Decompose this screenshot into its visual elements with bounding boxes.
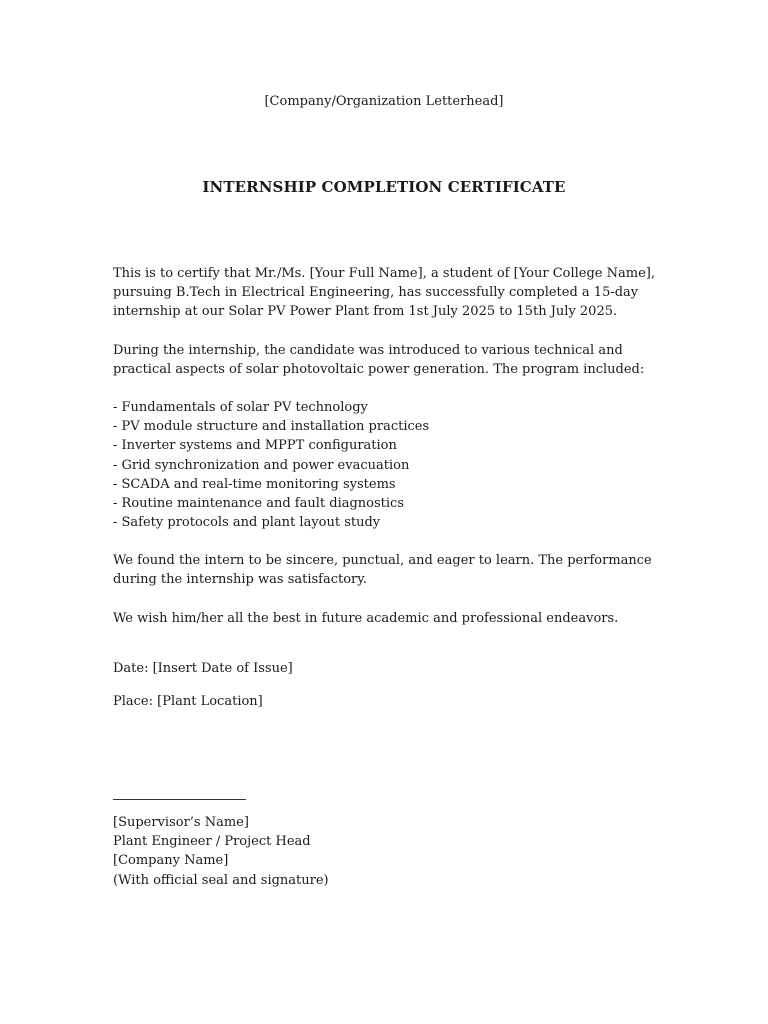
- signature-block: [113, 813, 658, 890]
- list-item: - Routine maintenance and fault diagnostics: [113, 496, 405, 512]
- issue-date: Date: [Insert Date of Issue]: [113, 661, 293, 676]
- supervisor-designation: Plant Engineer / Project Head: [113, 834, 311, 850]
- list-item: - PV module structure and installation practices: [113, 419, 430, 435]
- signature-line: [113, 799, 246, 800]
- list-item: - SCADA and real-time monitoring systems: [113, 476, 396, 492]
- certification-paragraph: This is to certify that Mr./Ms. [Your Full Name], a student of [Your College Name], pursuing B.Tech in Electrical Engineering, has successfully completed a 15-day internship at our Solar PV Power Plant from 1st July 2025 to 15th July 2025.: [113, 266, 655, 320]
- performance-paragraph: We found the intern to be sincere, punctual, and eager to learn. The performance during the internship was satisfactory.: [113, 553, 652, 588]
- list-item: - Grid synchronization and power evacuation: [113, 457, 410, 473]
- list-item: - Fundamentals of solar PV technology: [113, 400, 368, 415]
- list-item: - Inverter systems and MPPT configuration: [113, 438, 397, 454]
- company-name: [Company Name]: [113, 853, 229, 869]
- list-item: - Safety protocols and plant layout study: [113, 515, 381, 531]
- certificate-title: INTERNSHIP COMPLETION CERTIFICATE: [202, 178, 566, 196]
- supervisor-name: [Supervisor’s Name]: [113, 815, 249, 830]
- wishes-paragraph: We wish him/her all the best in future academic and professional endeavors.: [113, 611, 619, 626]
- seal-note: (With official seal and signature): [113, 872, 329, 888]
- letterhead-placeholder: [Company/Organization Letterhead]: [264, 94, 504, 109]
- issue-place: Place: [Plant Location]: [113, 694, 263, 709]
- program-list: [113, 398, 658, 532]
- program-intro-paragraph: During the internship, the candidate was introduced to various technical and practical aspects of solar photovoltaic power generation. The program included:: [113, 343, 645, 378]
